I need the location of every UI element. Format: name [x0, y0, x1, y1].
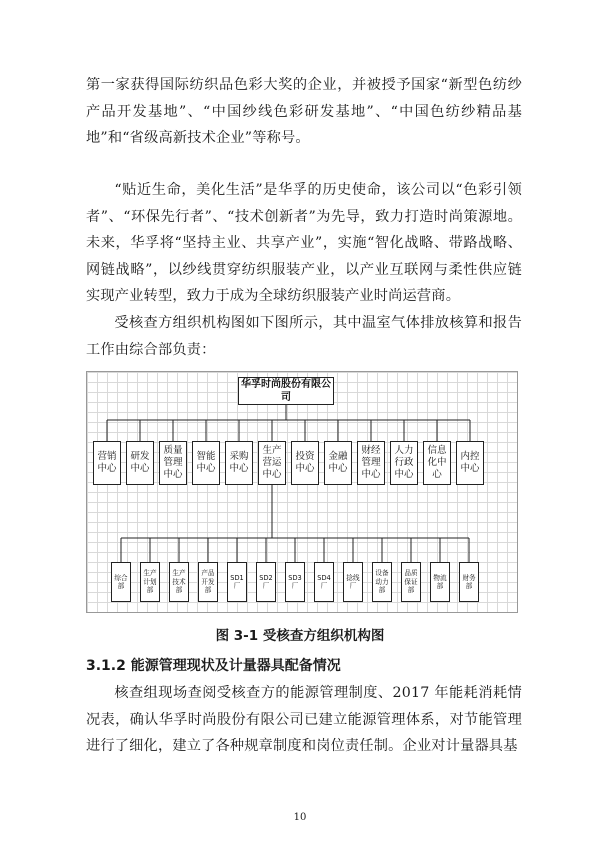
- paragraph-history-mission: “贴近生命，美化生活”是华孚的历史使命，该公司以“色彩引领者”、“环保先行者”、“技术创新者”为先导，致力打造时尚策源地。未来，华孚将“坚持主业、共享产业”，实施“智化战略、带路战略、网链战略”，以纱线贯穿纺织服装产业，以产业互联网与柔性供应链实现产业转型，致力于成为全球纺织服装产业时尚运营商。: [86, 182, 522, 304]
- sub-general-dept: 综合部: [111, 562, 131, 602]
- paragraph-org-intro: 受核查方组织机构图如下图所示，其中温室气体排放核算和报告工作由综合部负责：: [86, 315, 522, 358]
- sub-quality-assurance: 品质保证部: [401, 562, 421, 602]
- dept-rnd: 研发中心: [126, 441, 154, 485]
- dept-production: 生产营运中心: [258, 441, 286, 485]
- sub-sd1-factory: SD1厂: [227, 562, 247, 602]
- dept-hr-admin: 人力行政中心: [390, 441, 418, 485]
- dept-intelligence: 智能中心: [192, 441, 220, 485]
- sub-logistics: 物流部: [430, 562, 450, 602]
- sub-production-planning: 生产计划部: [140, 562, 160, 602]
- sub-twisting-factory: 捻线厂: [343, 562, 363, 602]
- section-heading: 3.1.2 能源管理现状及计量器具配备情况: [86, 658, 341, 674]
- sub-production-technology: 生产技术部: [169, 562, 189, 602]
- paragraph-continuation: 第一家获得国际纺织品色彩大奖的企业，并被授予国家“新型色纺纱产品开发基地”、“中国纱线色彩研发基地”、“中国色纺纱精品基地”和“省级高新技术企业”等称号。: [86, 77, 522, 146]
- dept-internal-control: 内控中心: [456, 441, 484, 485]
- page-number: 10: [293, 812, 307, 823]
- paragraph-energy-management: 核查组现场查阅受核查方的能源管理制度、2017 年能耗消耗情况表，确认华孚时尚股份有限公司已建立能源管理体系，对节能管理进行了细化，建立了各种规章制度和岗位责任制。企业对计量器具基: [86, 685, 522, 754]
- sub-sd4-factory: SD4厂: [314, 562, 334, 602]
- dept-finance: 金融中心: [324, 441, 352, 485]
- dept-procurement: 采购中心: [225, 441, 253, 485]
- sub-product-development: 产品开发部: [198, 562, 218, 602]
- sub-equipment-power: 设备动力部: [372, 562, 392, 602]
- dept-marketing: 营销中心: [93, 441, 121, 485]
- sub-finance-dept: 财务部: [459, 562, 479, 602]
- org-chart: [86, 371, 518, 613]
- org-root-company: 华孚时尚股份有限公司: [238, 377, 334, 405]
- dept-accounting: 财经管理中心: [357, 441, 385, 485]
- dept-investment: 投资中心: [291, 441, 319, 485]
- sub-sd3-factory: SD3厂: [285, 562, 305, 602]
- dept-it: 信息化中心: [423, 441, 451, 485]
- dept-quality: 质量管理中心: [159, 441, 187, 485]
- figure-caption: 图 3-1 受核查方组织机构图: [215, 628, 385, 644]
- sub-sd2-factory: SD2厂: [256, 562, 276, 602]
